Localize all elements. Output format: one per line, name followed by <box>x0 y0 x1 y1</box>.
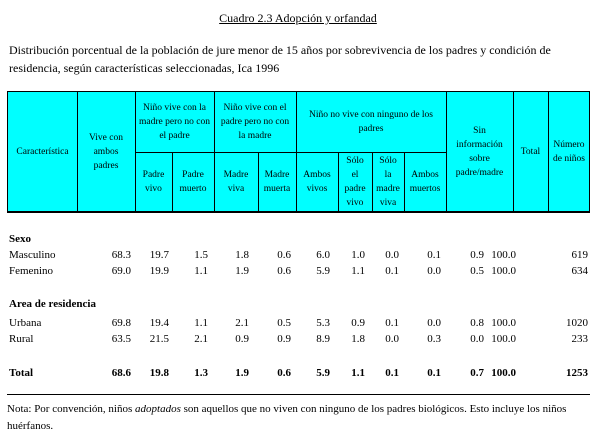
cell-padre-vivo: 19.7 <box>149 249 169 261</box>
header-madre-viva: Madre viva <box>223 170 249 194</box>
cell-sin-info: 0.0 <box>470 333 484 345</box>
cell-madre-viva: 1.8 <box>235 249 249 261</box>
header-group-madre: Niño vive con la madre pero no con el padre <box>139 103 210 141</box>
cell-padre-muerto: 1.5 <box>194 249 208 261</box>
header-madre-muerta: Madre muerta <box>263 170 291 194</box>
cell-sin-info: 0.7 <box>470 367 484 379</box>
cell-solo-madre: 0.0 <box>385 249 399 261</box>
cell-solo-madre: 0.1 <box>385 367 399 379</box>
table-note: Nota: Por convención, niños adoptados son aquellos que no viven con ninguno de los padres biológicos. Esto incluye los niños huérfanos. <box>7 403 567 432</box>
cell-madre-viva: 1.9 <box>235 265 249 277</box>
cell-madre-viva: 0.9 <box>235 333 249 345</box>
header-padre-muerto: Padre muerto <box>179 170 207 194</box>
cell-numero: 1253 <box>566 367 588 379</box>
row-label: Urbana <box>9 317 42 329</box>
header-total: Total <box>520 147 541 157</box>
cell-vive-ambos: 68.6 <box>111 367 131 379</box>
cell-ambos-muertos: 0.0 <box>427 317 441 329</box>
row-label: Masculino <box>9 249 56 261</box>
cell-total: 100.0 <box>491 317 516 329</box>
cell-vive-ambos: 69.0 <box>111 265 131 277</box>
table-row <box>0 367 596 385</box>
cell-ambos-muertos: 0.1 <box>427 249 441 261</box>
header-padre-vivo: Padre vivo <box>142 170 165 194</box>
table-row <box>0 333 596 351</box>
cell-solo-padre: 1.1 <box>351 367 365 379</box>
cell-vive-ambos: 63.5 <box>111 333 131 345</box>
cell-solo-madre: 0.1 <box>385 265 399 277</box>
cell-solo-padre: 1.1 <box>351 265 365 277</box>
header-solo-madre: Sólo la madre viva <box>376 156 400 208</box>
cell-sin-info: 0.9 <box>470 249 484 261</box>
cell-madre-muerta: 0.6 <box>277 265 291 277</box>
cell-padre-vivo: 21.5 <box>149 333 169 345</box>
cell-madre-muerta: 0.6 <box>277 249 291 261</box>
cell-ambos-vivos: 8.9 <box>316 333 330 345</box>
header-sin-info: Sin información sobre padre/madre <box>455 126 504 178</box>
cell-total: 100.0 <box>491 249 516 261</box>
header-ambos-vivos: Ambos vivos <box>303 170 331 194</box>
cell-ambos-muertos: 0.1 <box>427 367 441 379</box>
cell-padre-muerto: 1.3 <box>194 367 208 379</box>
cell-numero: 1020 <box>566 317 588 329</box>
cell-padre-vivo: 19.8 <box>149 367 169 379</box>
header-numero: Número de niños <box>553 140 585 164</box>
row-label: Rural <box>9 333 34 345</box>
header-vive-ambos: Vive con ambos padres <box>89 133 123 171</box>
cell-solo-madre: 0.1 <box>385 317 399 329</box>
cell-sin-info: 0.5 <box>470 265 484 277</box>
table-bottom-rule <box>7 394 590 395</box>
cell-padre-muerto: 1.1 <box>194 317 208 329</box>
table-title: Cuadro 2.3 Adopción y orfandad <box>219 11 377 25</box>
cell-madre-viva: 1.9 <box>235 367 249 379</box>
cell-ambos-vivos: 5.9 <box>316 367 330 379</box>
cell-padre-vivo: 19.4 <box>149 317 169 329</box>
header-group-ninguno: Niño no vive con ninguno de los padres <box>308 110 433 134</box>
cell-madre-muerta: 0.9 <box>277 333 291 345</box>
cell-ambos-vivos: 5.3 <box>316 317 330 329</box>
section-label: Sexo <box>9 233 31 245</box>
header-ambos-muertos: Ambos muertos <box>409 170 441 194</box>
cell-total: 100.0 <box>491 333 516 345</box>
section-label: Area de residencia <box>9 298 96 310</box>
cell-ambos-vivos: 6.0 <box>316 249 330 261</box>
cell-madre-viva: 2.1 <box>235 317 249 329</box>
cell-total: 100.0 <box>491 367 516 379</box>
table-row <box>0 265 596 283</box>
header-caracteristica: Característica <box>16 147 69 157</box>
cell-solo-padre: 0.9 <box>351 317 365 329</box>
cell-madre-muerta: 0.6 <box>277 367 291 379</box>
table-description: Distribución porcentual de la población de jure menor de 15 años por sobrevivencia de los padres y condición de residencia, según características seleccionadas, Ica 1996 <box>9 43 551 75</box>
cell-total: 100.0 <box>491 265 516 277</box>
table-top-rule <box>7 212 590 213</box>
cell-padre-muerto: 2.1 <box>194 333 208 345</box>
cell-padre-vivo: 19.9 <box>149 265 169 277</box>
section-header <box>0 298 596 316</box>
cell-solo-madre: 0.0 <box>385 333 399 345</box>
cell-ambos-muertos: 0.3 <box>427 333 441 345</box>
header-group-padre: Niño vive con el padre pero no con la madre <box>220 103 290 141</box>
cell-numero: 233 <box>571 333 588 345</box>
row-label: Femenino <box>9 265 53 277</box>
cell-padre-muerto: 1.1 <box>194 265 208 277</box>
cell-sin-info: 0.8 <box>470 317 484 329</box>
cell-ambos-muertos: 0.0 <box>427 265 441 277</box>
cell-solo-padre: 1.8 <box>351 333 365 345</box>
cell-solo-padre: 1.0 <box>351 249 365 261</box>
cell-numero: 634 <box>571 265 588 277</box>
cell-numero: 619 <box>571 249 588 261</box>
cell-ambos-vivos: 5.9 <box>316 265 330 277</box>
header-solo-padre: Sólo el padre vivo <box>344 156 366 208</box>
row-label: Total <box>9 367 34 379</box>
table-header <box>7 91 590 212</box>
cell-vive-ambos: 69.8 <box>111 317 131 329</box>
cell-madre-muerta: 0.5 <box>277 317 291 329</box>
cell-vive-ambos: 68.3 <box>111 249 131 261</box>
